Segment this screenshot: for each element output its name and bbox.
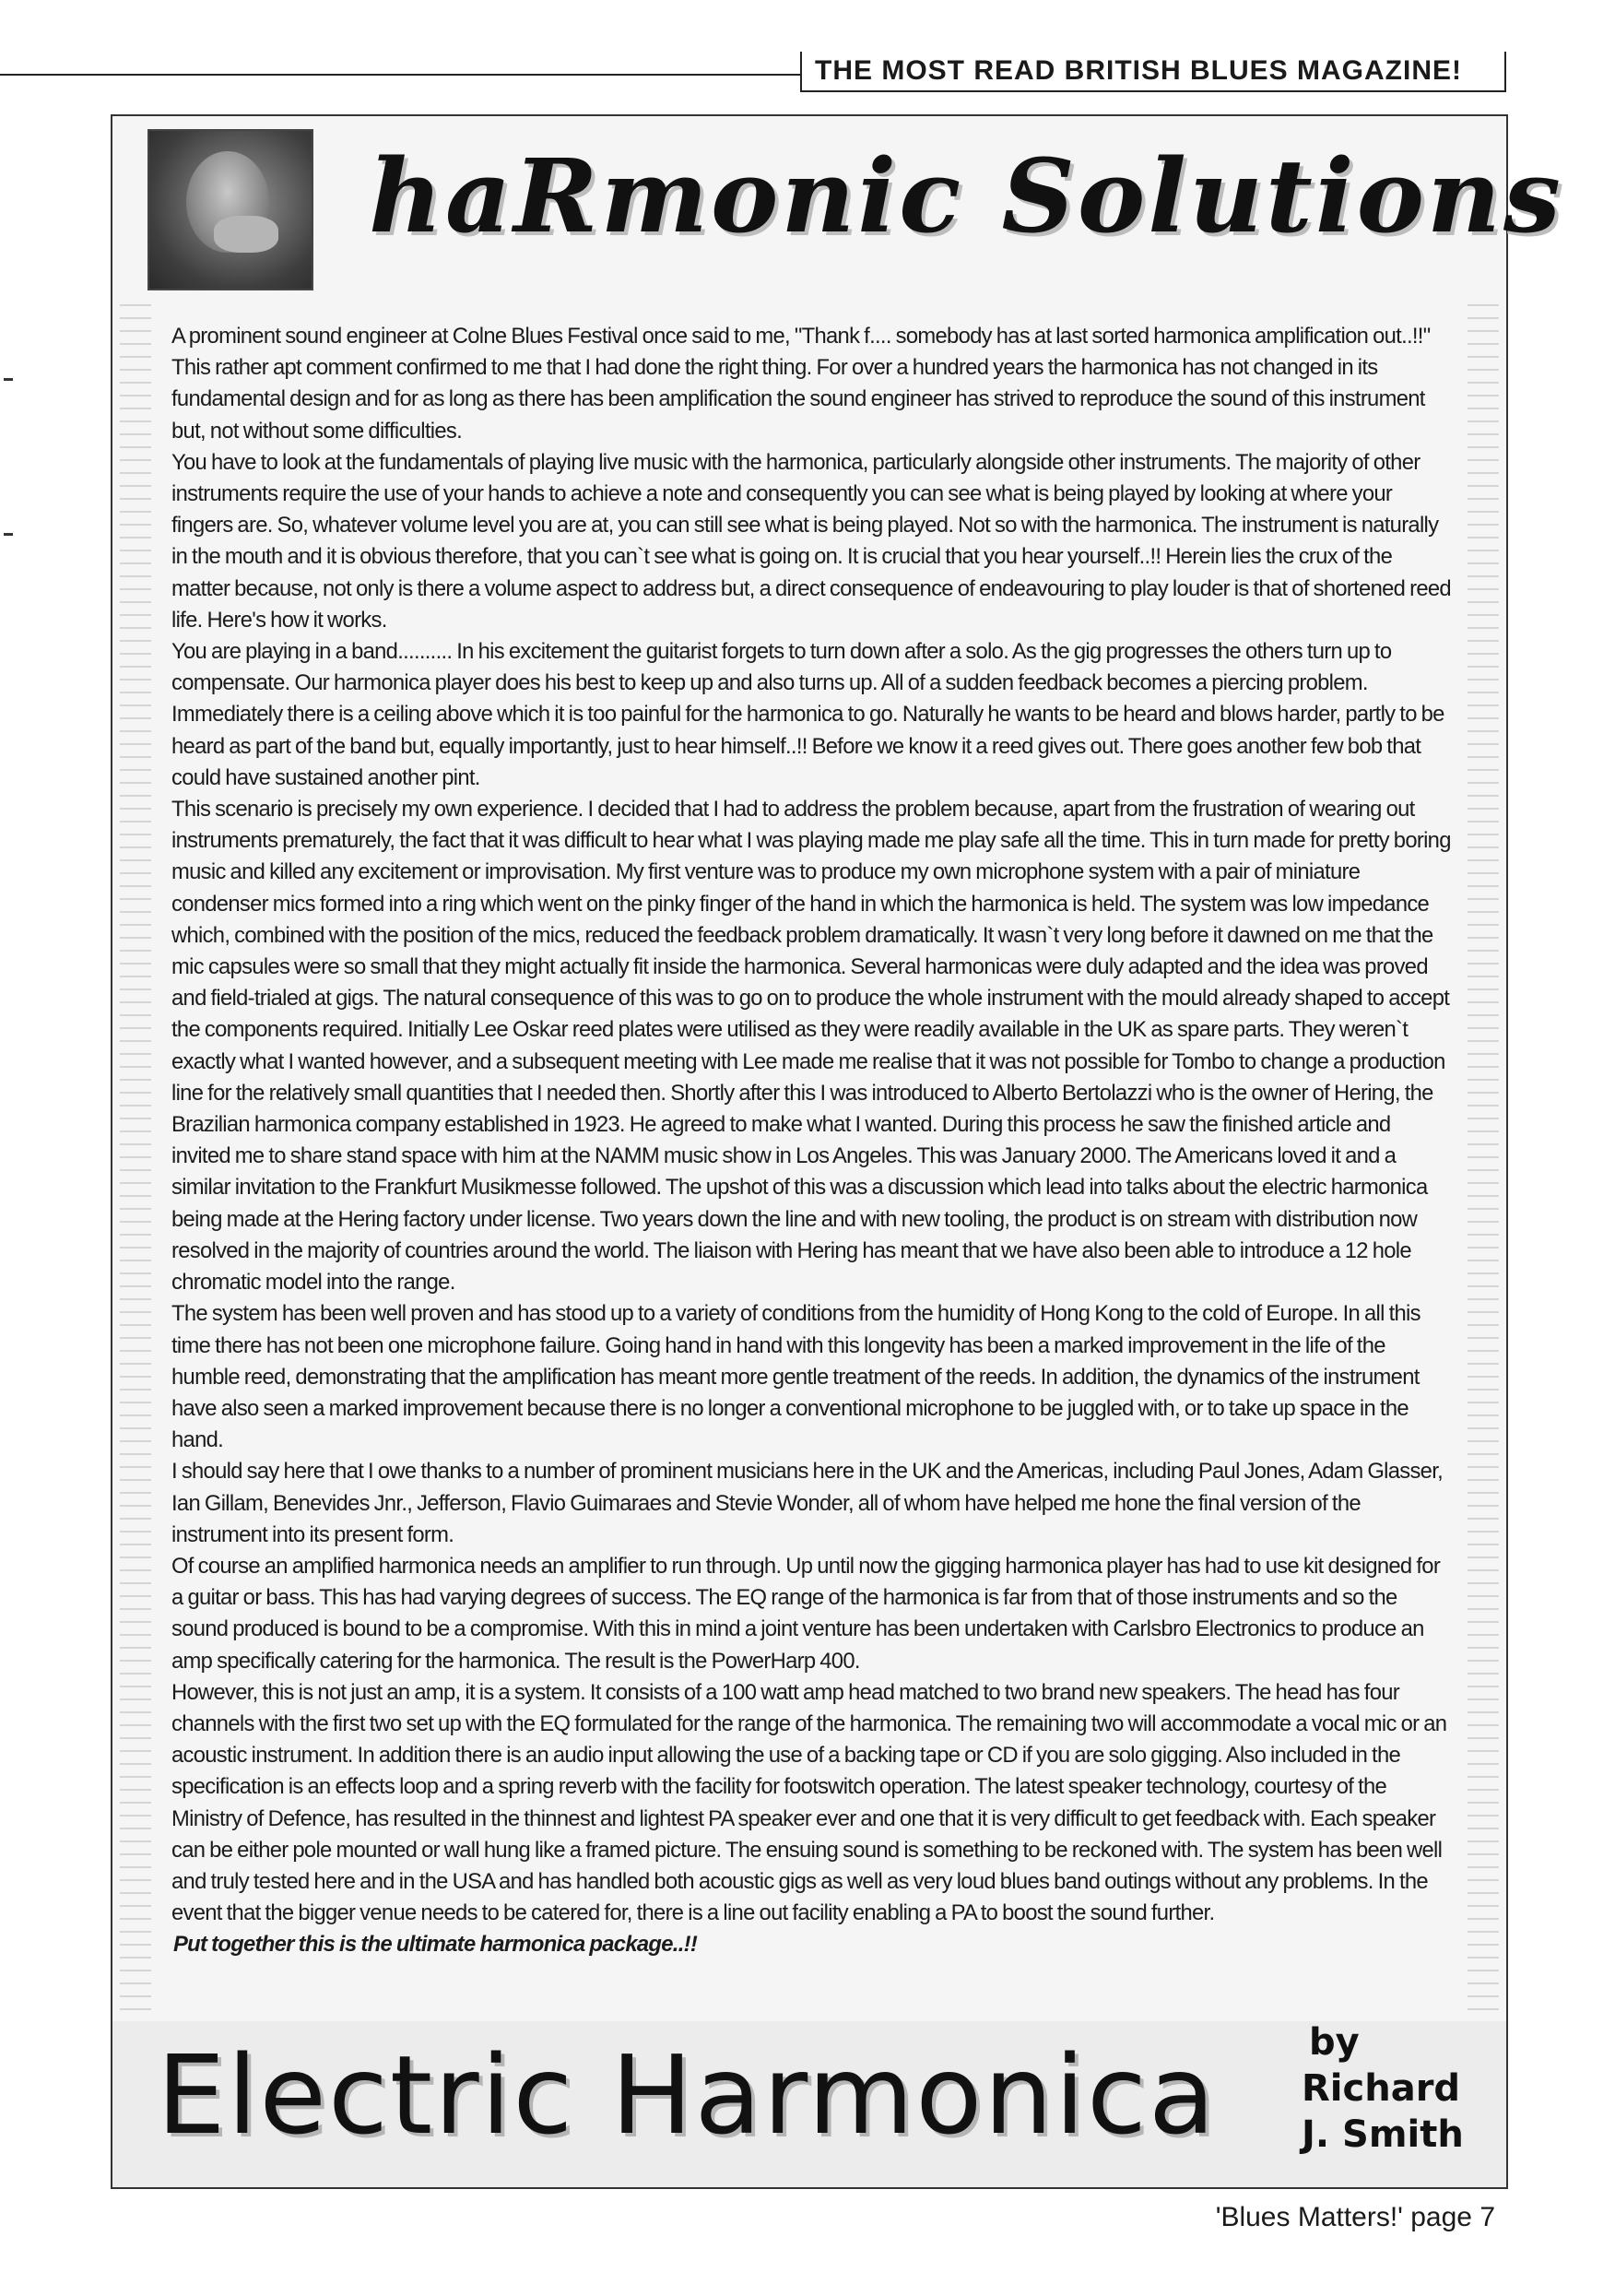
paragraph: You are playing in a band.......... In his excitement the guitarist forgets to turn down after a solo. As the gig progresses the others turn up to compensate. Our harmonica player does his best to keep up and also turns up. All of a sudden feedback becomes a piercing problem. Immediately there is a ceiling above which it is too painful for the harmonica to go. Naturally he wants to be heard and blows harder, partly to be heard as part of the band but, equally importantly, just to hear himself..!! Before we know it a reed gives out. There goes another few bob that could have sustained another pint.	[171, 639, 1444, 790]
binding-mark	[4, 378, 13, 381]
byline	[1302, 2019, 1464, 2158]
paragraph: A prominent sound engineer at Colne Blues Festival once said to me, "Thank f.... somebody has at last sorted harmonica amplification out..!!" This rather apt comment confirmed to me that I had done the right thing. For over a hundred years the harmonica has not changed in its fundamental design and for as long as there has been amplification the sound engineer has strived to reproduce the sound of this instrument but, not without some difficulties.	[171, 324, 1431, 444]
binding-mark	[4, 533, 13, 536]
column-headline: haRmonic Solutions	[369, 136, 1563, 255]
side-strip-left	[120, 304, 151, 2038]
byline-first-name: Richard	[1302, 2067, 1461, 2110]
paragraph: You have to look at the fundamentals of playing live music with the harmonica, particularly alongside other instruments. The majority of other instruments require the use of your hands to achieve a note and consequently you can see what is being played by looking at where your fingers are. So, whatever volume level you are at, you can still see what is being played. Not so with the harmonica. The instrument is naturally in the mouth and it is obvious therefore, that you can`t see what is going on. It is crucial that you hear yourself..!! Herein lies the crux of the matter because, not only is there a volume aspect to address but, a direct consequence of endeavouring to play louder is that of shortened reed life. Here's how it works.	[171, 449, 1451, 633]
closing-line: Put together this is the ultimate harmonica package..!!	[173, 1932, 698, 1958]
top-rule	[0, 74, 800, 76]
page-number: 'Blues Matters!' page 7	[1215, 2202, 1495, 2232]
article-body	[171, 321, 1453, 1961]
byline-by: by	[1309, 2021, 1360, 2064]
paragraph: The system has been well proven and has stood up to a variety of conditions from the humidity of Hong Kong to the cold of Europe. In all this time there has not been one microphone failure. Going hand in hand with this longevity has been a marked improvement in the life of the humble reed, demonstrating that the amplification has meant more gentle treatment of the reeds. In addition, the dynamics of the instrument have also seen a marked improvement because there is no longer a conventional microphone to be juggled with, or to take up space in the hand.	[171, 1301, 1420, 1453]
author-photo	[147, 129, 313, 290]
paragraph: Of course an amplified harmonica needs an amplifier to run through. Up until now the gigging harmonica player has had to use kit designed for a guitar or bass. This has had varying degrees of success. The EQ range of the harmonica is far from that of those instruments and so the sound produced is bound to be a compromise. With this in mind a joint venture has been undertaken with Carlsbro Electronics to produce an amp specifically catering for the harmonica. The result is the PowerHarp 400.	[171, 1553, 1441, 1674]
magazine-tagline: THE MOST READ BRITISH BLUES MAGAZINE!	[800, 52, 1506, 92]
paragraph: However, this is not just an amp, it is a system. It consists of a 100 watt amp head matched to two brand new speakers. The head has four channels with the first two set up with the EQ formulated for the range of the harmonica. The remaining two will accommodate a vocal mic or an acoustic instrument. In addition there is an audio input allowing the use of a backing tape or CD if you are solo gigging. Also included in the specification is an effects loop and a spring reverb with the facility for footswitch operation. The latest speaker technology, courtesy of the Ministry of Defence, has resulted in the thinnest and lightest PA speaker ever and one that it is very difficult to get feedback with. Each speaker can be either pole mounted or wall hung like a framed picture. The ensuing sound is something to be reckoned with. The system has been well and truly tested here and in the USA and has handled both acoustic gigs as well as very loud blues band outings without any problems. In the event that the bigger venue needs to be catered for, there is a line out facility enabling a PA to boost the sound further.	[171, 1679, 1447, 1926]
byline-last-name: J. Smith	[1302, 2113, 1464, 2156]
paragraph: I should say here that I owe thanks to a number of prominent musicians here in the UK and the Americas, including Paul Jones, Adam Glasser, Ian Gillam, Benevides Jnr., Jefferson, Flavio Guimaraes and Stevie Wonder, all of whom have helped me hone the final version of the instrument into its present form.	[171, 1459, 1444, 1547]
paragraph: This scenario is precisely my own experience. I decided that I had to address the problem because, apart from the frustration of wearing out instruments prematurely, the fact that it was difficult to hear what I was playing made me play safe all the time. This in turn made for pretty boring music and killed any excitement or improvisation. My first venture was to produce my own microphone system with a pair of miniature condenser mics formed into a ring which went on the pinky finger of the hand in which the harmonica is held. The system was low impedance which, combined with the position of the mics, reduced the feedback problem dramatically. It wasn`t very long before it dawned on me that the mic capsules were so small that they might actually fit inside the harmonica. Several harmonicas were duly adapted and the idea was proved and field-trialed at gigs. The natural consequence of this was to go on to produce the whole instrument with the mould already shaped to accept the components required. Initially Lee Oskar reed plates were utilised as they were readily available in the UK as spare parts. They weren`t exactly what I wanted however, and a subsequent meeting with Lee made me realise that it was not possible for Tombo to change a production line for the relatively small quantities that I needed then. Shortly after this I was introduced to Alberto Bertolazzi who is the owner of Hering, the Brazilian harmonica company established in 1923. He agreed to make what I wanted. During this process he saw the finished article and invited me to share stand space with him at the NAMM music show in Los Angeles. This was January 2000. The Americans loved it and a similar invitation to the Frankfurt Musikmesse followed. The upshot of this was a discussion which lead into talks about the electric harmonica being made at the Hering factory under license. Two years down the line and with new tooling, the product is on stream with distribution now resolved in the majority of countries around the world. The liaison with Hering has meant that we have also been able to introduce a 12 hole chromatic model into the range.	[171, 797, 1451, 1296]
article-title: Electric Harmonica	[157, 2031, 1218, 2159]
author-photo-harmonica	[214, 216, 278, 253]
side-strip-right	[1468, 304, 1499, 2038]
